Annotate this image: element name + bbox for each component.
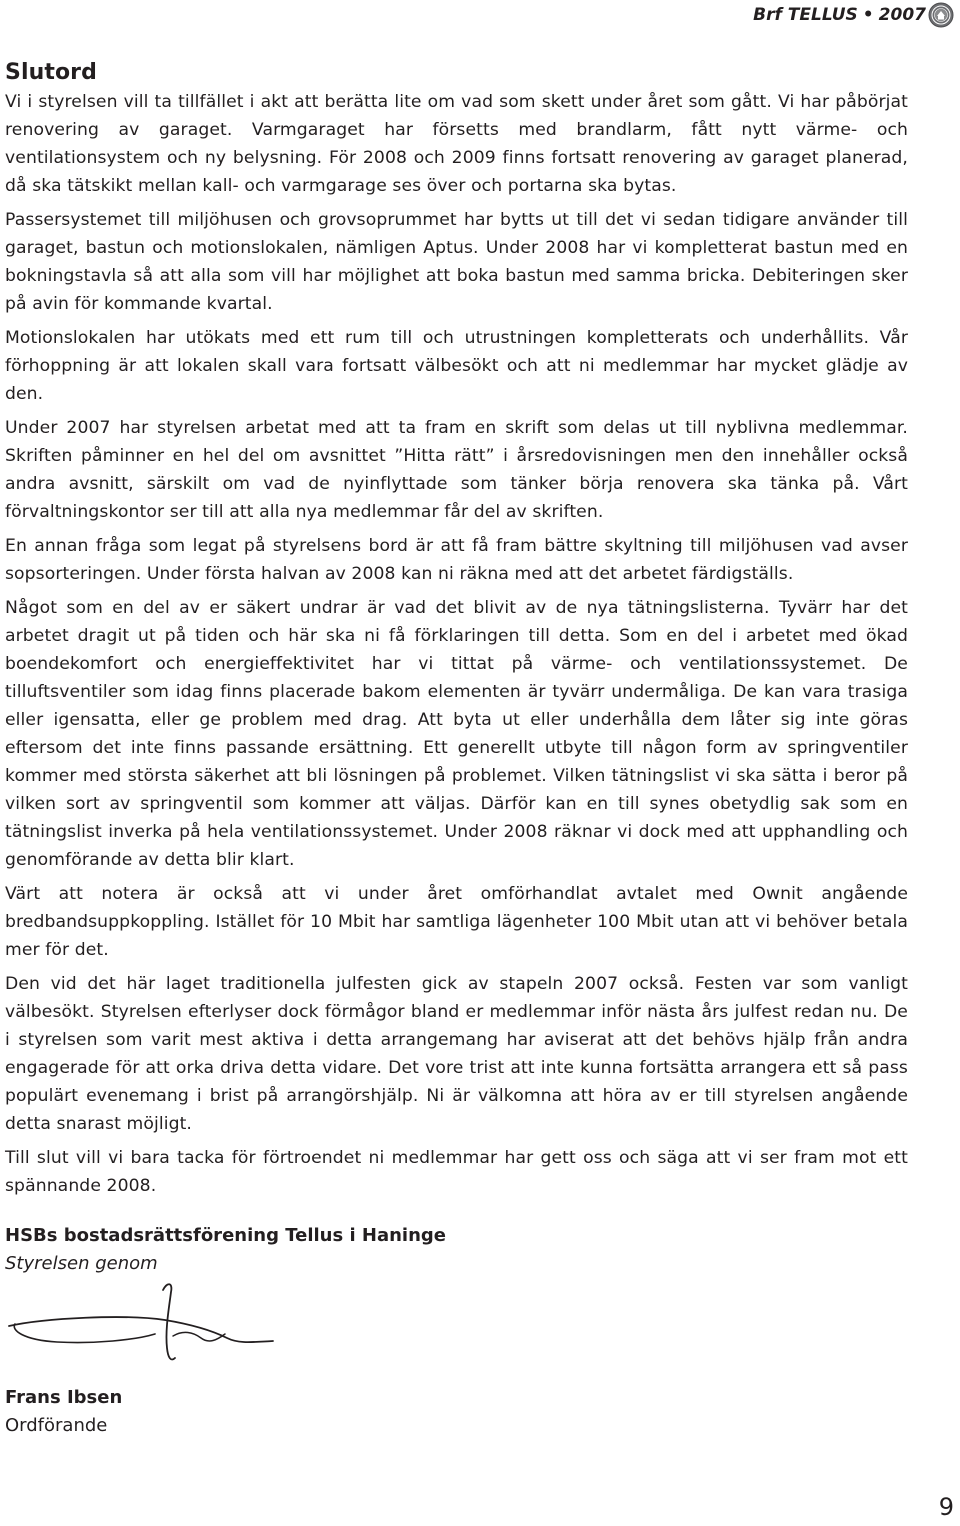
header-title: Brf TELLUS [753, 5, 858, 25]
organization-name: HSBs bostadsrättsförening Tellus i Haninge [5, 1225, 446, 1246]
signature-icon [5, 1278, 285, 1373]
article-paragraph: Under 2007 har styrelsen arbetat med att ta fram en skrift som delas ut till nyblivna medlemmar. Skriften påminner en hel del om avsnittet ”Hitta rätt” i årsredovisningen men den innehåller också andra avsnitt, särskilt om vad de nyinflyttade som tänker börja renovera ska tänka på. Vårt förvaltningskontor ser till att alla nya medlemmar får del av skriften. [5, 418, 908, 522]
article-paragraph: Passersystemet till miljöhusen och grovsoprummet har bytts ut till det vi sedan tidigare använder till garaget, bastun och motionslokalen, nämligen Aptus. Under 2008 har vi kompletterat bastun med en bokningstavla så att alla som vill har möjlighet att boka bastun med samma bricka. Debiteringen sker på avin för kommande kvartal. [5, 210, 908, 314]
article-paragraph: Till slut vill vi bara tacka för förtroendet ni medlemmar har gett oss och säga att vi ser fram mot ett spännande 2008. [5, 1148, 908, 1196]
signer-role: Ordförande [5, 1415, 108, 1436]
article-paragraph: Något som en del av er säkert undrar är vad det blivit av de nya tätningslisterna. Tyvärr har det arbetet dragit ut på tiden och här ska ni få förklaringen till detta. Som en del i arbetet med ökad boendekomfort och energieffektivitet har vi tittat på värme- och ventilationssystemet. De tilluftsventiler som idag finns placerade bakom elementen är tyvärr undermåliga. De kan vara trasiga eller igensatta, eller ge problem med drag. Att byta ut eller underhålla dem låter sig inte göras eftersom det inte finns passande ersättning. Ett generellt utbyte till någon form av springventiler kommer med största säkerhet att bli lösningen på problemet. Vilken tätningslist vi ska sätta i beror på vilken sort av springventil som kommer att väljas. Därför kan en till synes obetydlig sak som en tätningslist inverka på hela ventilationssystemet. Under 2008 räknar vi dock med att upphandling och genomförande av detta blir klart. [5, 598, 908, 870]
header-year: 2007 [878, 5, 926, 25]
article-paragraph: Den vid det här laget traditionella julfesten gick av stapeln 2007 också. Festen var som vanligt välbesökt. Styrelsen efterlyser dock förmågor bland er medlemmar inför nästa års julfest redan nu. De i styrelsen som varit mest aktiva i detta arrangemang har aviserat att det behövs hjälp från andra engagerade för att orka driva detta vidare. Det vore trist att inte kunna fortsätta arrangera ett så pass populärt evenemang i brist på arrangörshjälp. Ni är välkomna att höra av er till styrelsen angående detta snarast möjligt. [5, 974, 908, 1134]
page-number: 9 [938, 1493, 954, 1521]
article-heading: Slutord [5, 60, 97, 85]
signer-name: Frans Ibsen [5, 1387, 123, 1408]
running-header [753, 2, 926, 28]
article-paragraph: En annan fråga som legat på styrelsens bord är att få fram bättre skyltning till miljöhusen vad avser sopsorteringen. Under första halvan av 2008 kan ni räkna med att det arbetet färdigställs. [5, 536, 908, 584]
seal-icon [928, 2, 954, 28]
article [5, 58, 908, 1206]
header-separator: • [862, 5, 874, 25]
article-paragraph: Motionslokalen har utökats med ett rum till och utrustningen kompletterats och underhållits. Vår förhoppning är att lokalen skall vara fortsatt välbesökt och att ni medlemmar har mycket glädje av den. [5, 328, 908, 404]
article-paragraph: Vi i styrelsen vill ta tillfället i akt att berätta lite om vad som skett under året som gått. Vi har påbörjat renovering av garaget. Varmgaraget har försetts med brandlarm, fått nytt värme- och ventilationsystem och ny belysning. För 2008 och 2009 finns fortsatt renovering av garaget planerad, då ska tätskikt mellan kall- och varmgarage ses över och portarna ska bytas. [5, 92, 908, 196]
board-subline: Styrelsen genom [5, 1253, 158, 1274]
article-paragraph: Värt att notera är också att vi under året omförhandlat avtalet med Ownit angående bredbandsuppkoppling. Istället för 10 Mbit har samtliga lägenheter 100 Mbit utan att vi behöver betala mer för det. [5, 884, 908, 960]
